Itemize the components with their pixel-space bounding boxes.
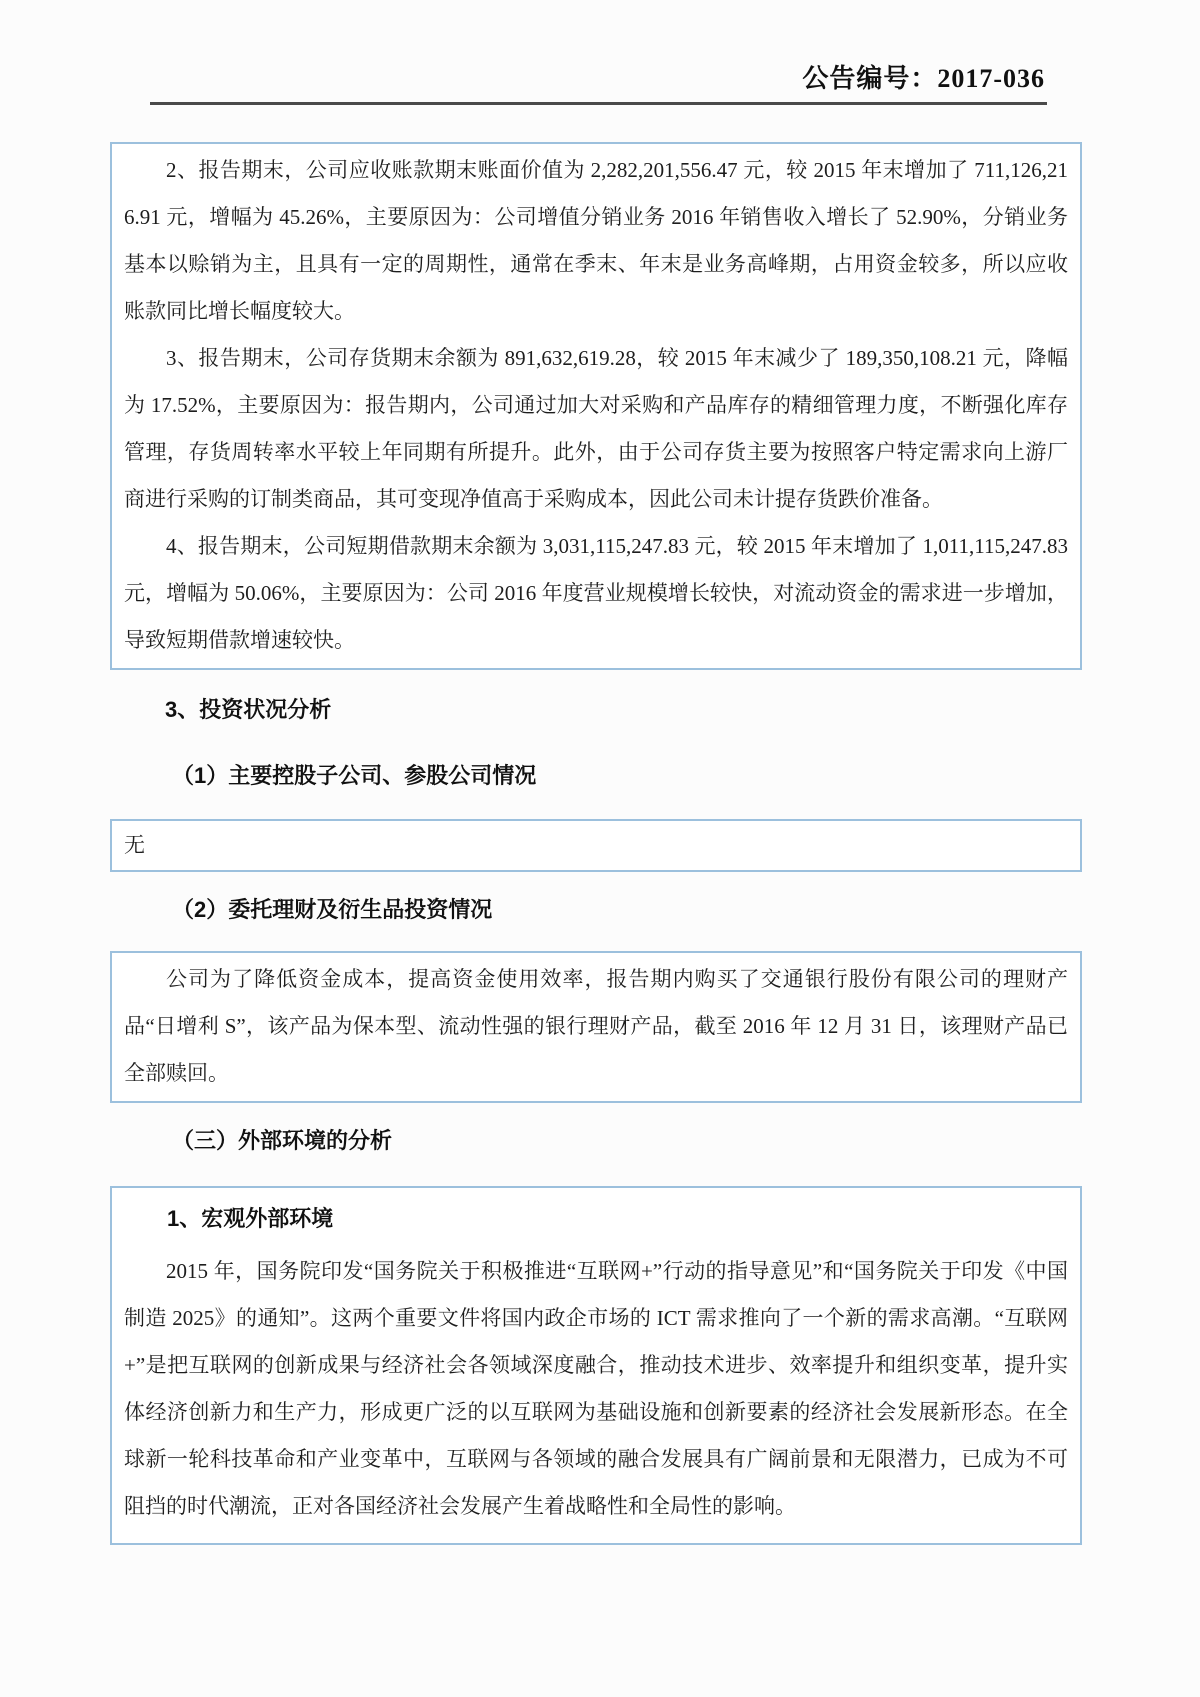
financial-analysis-box — [110, 142, 1082, 670]
paragraph-inventory: 3、报告期末，公司存货期末余额为 891,632,619.28，较 2015 年末减少了 189,350,108.21 元，降幅为 17.52%，主要原因为：报告期内，公司通过加大对采购和产品库存的精细管理力度，不断强化库存管理，存货周转率水平较上年同期有所提升。此外，由于公司存货主要为按照客户特定需求向上游厂商进行采购的订制类商品，其可变现净值高于采购成本，因此公司未计提存货跌价准备。 — [124, 346, 1068, 511]
external-environment-title: （三）外部环境的分析 — [172, 1128, 393, 1153]
entrusted-wealth-title: （2）委托理财及衍生品投资情况 — [172, 897, 493, 922]
paragraph-accounts-receivable: 2、报告期末，公司应收账款期末账面价值为 2,282,201,556.47 元，较 2015 年末增加了 711,126,216.91 元，增幅为 45.26%，主要原因为：公司增值分销业务 2016 年销售收入增长了 52.90%，分销业务基本以赊销为主，且具有一定的周期性，通常在季末、年末是业务高峰期，占用资金较多，所以应收账款同比增长幅度较大。 — [124, 158, 1068, 323]
macro-environment-content: 2015 年，国务院印发“国务院关于积极推进“互联网+”行动的指导意见”和“国务院关于印发《中国制造 2025》的通知”。这两个重要文件将国内政企市场的 ICT 需求推向了一个新的需求高潮。“互联网+”是把互联网的创新成果与经济社会各领域深度融合，推动技术进步、效率提升和组织变革，提升实体经济创新力和生产力，形成更广泛的以互联网为基础设施和创新要素的经济社会发展新形态。在全球新一轮科技革命和产业变革中，互联网与各领域的融合发展具有广阔前景和无限潜力，已成为不可阻挡的时代潮流，正对各国经济社会发展产生着战略性和全局性的影响。 — [124, 1259, 1068, 1518]
subsidiaries-content-box — [110, 819, 1082, 872]
subsidiaries-title: （1）主要控股子公司、参股公司情况 — [172, 763, 537, 788]
macro-environment-box — [110, 1186, 1082, 1545]
paragraph-short-term-borrowings: 4、报告期末，公司短期借款期末余额为 3,031,115,247.83 元，较 2015 年末增加了 1,011,115,247.83 元，增幅为 50.06%，主要原因为：公司 2016 年度营业规模增长较快，对流动资金的需求进一步增加，导致短期借款增速较快。 — [124, 534, 1068, 652]
entrusted-wealth-box — [110, 951, 1082, 1103]
macro-environment-title: 1、宏观外部环境 — [167, 1206, 334, 1231]
document-header — [0, 0, 1200, 105]
entrusted-wealth-content: 公司为了降低资金成本，提高资金使用效率，报告期内购买了交通银行股份有限公司的理财产品“日增利 S”，该产品为保本型、流动性强的银行理财产品，截至 2016 年 12 月 31 日，该理财产品已全部赎回。 — [124, 967, 1068, 1085]
header-rule — [150, 102, 1047, 105]
subsidiaries-content: 无 — [124, 833, 145, 857]
investment-analysis-title: 3、投资状况分析 — [165, 697, 332, 722]
announcement-number: 公告编号：2017-036 — [802, 64, 1045, 93]
